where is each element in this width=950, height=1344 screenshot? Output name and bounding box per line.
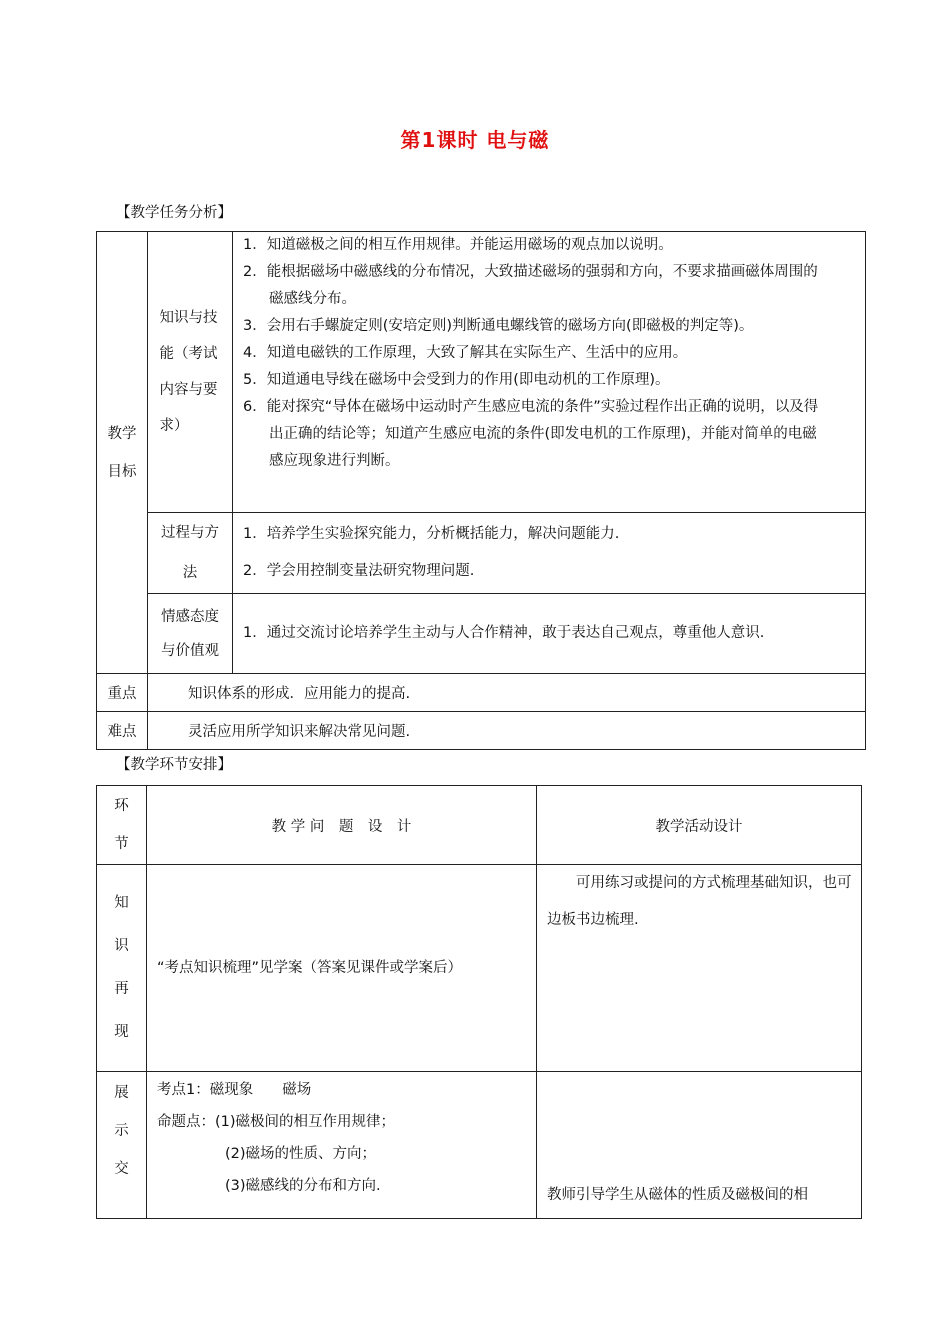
list-item: 3．会用右手螺旋定则(安培定则)判断通电螺线管的磁场方向(即磁极的判定等)。 — [243, 318, 754, 334]
section-heading-task-analysis: 【教学任务分析】 — [116, 205, 232, 221]
process-items-cell — [233, 513, 866, 594]
emotion-label-cell — [148, 594, 233, 674]
task-analysis-table — [96, 231, 866, 750]
activity-text: 教师引导学生从磁体的性质及磁极间的相 — [547, 1187, 808, 1203]
difficulty-label: 难点 — [97, 712, 148, 750]
table-row — [97, 1072, 862, 1219]
table-row — [97, 594, 866, 674]
knowledge-items-cell — [233, 232, 866, 513]
key-point-text: 知识体系的形成．应用能力的提高. — [148, 674, 866, 712]
list-item: 1．培养学生实验探究能力，分析概括能力，解决问题能力. — [243, 526, 620, 542]
list-item: 1．通过交流讨论培养学生主动与人合作精神，敢于表达自己观点，尊重他人意识. — [243, 625, 765, 641]
table-row — [97, 786, 862, 865]
table-row — [97, 232, 866, 513]
problem-line: (2)磁场的性质、方向； — [225, 1146, 377, 1162]
section-heading-arrangement: 【教学环节安排】 — [116, 757, 232, 773]
header-stage-cell — [97, 786, 147, 865]
process-label: 过程与方法 — [160, 525, 219, 581]
list-item: 1．知道磁极之间的相互作用规律。并能运用磁场的观点加以说明。 — [243, 237, 673, 253]
stage-cell — [97, 865, 147, 1072]
stage-label: 展示交 — [114, 1085, 129, 1177]
arrangement-table — [96, 785, 862, 1219]
goal-label: 教学目标 — [107, 425, 137, 480]
activity-cell — [537, 1072, 862, 1219]
problem-line: (3)磁感线的分布和方向. — [225, 1178, 381, 1194]
table-row — [97, 712, 866, 750]
problem-line: 命题点：(1)磁极间的相互作用规律； — [157, 1114, 396, 1130]
goal-label-cell — [97, 232, 148, 674]
stage-label: 知识再现 — [114, 895, 129, 1040]
list-item: 5．知道通电导线在磁场中会受到力的作用(即电动机的工作原理)。 — [243, 372, 670, 388]
knowledge-label-cell — [148, 232, 233, 513]
list-item: 4．知道电磁铁的工作原理，大致了解其在实际生产、生活中的应用。 — [243, 345, 688, 361]
emotion-list — [233, 620, 865, 647]
key-point-label: 重点 — [97, 674, 148, 712]
process-list — [233, 516, 865, 590]
header-activity: 教学活动设计 — [537, 786, 862, 865]
list-item: 2．能根据磁场中磁感线的分布情况，大致描述磁场的强弱和方向，不要求描画磁体周围的磁感线分布。 — [243, 264, 818, 307]
knowledge-label: 知识与技能（考试内容与要求） — [159, 310, 218, 434]
problem-text: “考点知识梳理”见学案（答案见课件或学案后） — [157, 959, 463, 976]
header-stage: 环节 — [114, 798, 129, 852]
emotion-items-cell — [233, 594, 866, 674]
knowledge-list — [233, 232, 823, 475]
page-title: 第1课时 电与磁 — [400, 128, 550, 152]
difficulty-text: 灵活应用所学知识来解决常见问题. — [148, 712, 866, 750]
list-item: 6．能对探究“导体在磁场中运动时产生感应电流的条件”实验过程作出正确的说明，以及得出正确的结论等；知道产生感应电流的条件(即发电机的工作原理)，并能对简单的电磁感应现象进行判断。 — [243, 399, 819, 469]
table-row — [97, 513, 866, 594]
problem-line: 考点1：磁现象 磁场 — [157, 1082, 312, 1098]
problem-cell — [147, 865, 537, 1072]
activity-cell — [537, 865, 862, 1072]
list-item: 2．学会用控制变量法研究物理问题. — [243, 563, 475, 579]
process-label-cell — [148, 513, 233, 594]
problem-cell — [147, 1072, 537, 1219]
stage-cell — [97, 1072, 147, 1219]
table-row — [97, 674, 866, 712]
table-row — [97, 865, 862, 1072]
activity-text: 可用练习或提问的方式梳理基础知识，也可边板书边梳理. — [547, 875, 852, 928]
emotion-label: 情感态度与价值观 — [160, 608, 219, 659]
header-problem: 教 学 问 题 设 计 — [147, 786, 537, 865]
